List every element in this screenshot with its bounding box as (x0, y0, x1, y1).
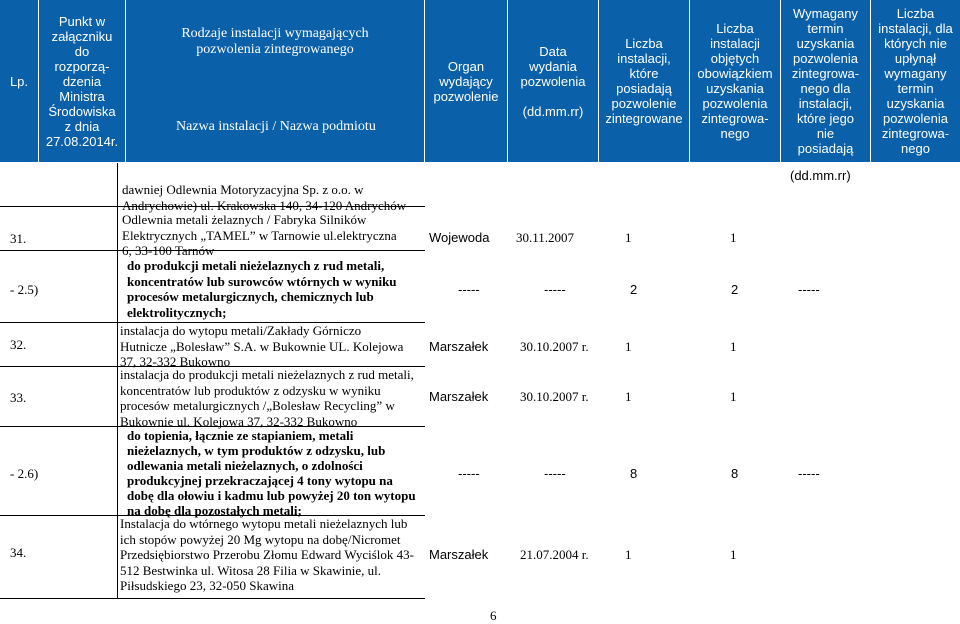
cat26-d3: ----- (798, 466, 820, 481)
cat26-d1: ----- (458, 466, 480, 481)
cat25-d1: ----- (458, 282, 480, 297)
row33-name: instalacja do produkcji metali nieżelaznych z rud metali, koncentratów lub produktów z odzysku w wyniku procesów metalurgicznych /„Bolesław Recycling” w Bukownie ul. Kolejowa 37, 32-332 Bukowno (120, 367, 414, 429)
row33-date: 30.10.2007 r. (520, 389, 589, 404)
cat25-n2: 2 (731, 282, 739, 297)
row34-n2: 1 (730, 547, 737, 562)
page-number: 6 (490, 608, 497, 623)
row34-n1: 1 (625, 547, 632, 562)
row31-date: 30.11.2007 (516, 230, 575, 245)
row31-n1: 1 (625, 230, 632, 245)
row32-n1: 1 (625, 339, 632, 354)
header-liczba-instalacji: Liczba instalacji, które posiadają pozwolenie zintegrowane (599, 0, 689, 162)
cat25-lp: - 2.5) (10, 282, 39, 297)
row34-date: 21.07.2004 r. (520, 547, 589, 562)
header-punkt: Punkt w załączniku do rozporzą- dzenia Ministra Środowiska z dnia 27.08.2014r. (39, 0, 125, 162)
cat26-lp: - 2.6) (10, 466, 39, 481)
row33-lp: 33. (10, 390, 27, 405)
row32-n2: 1 (730, 339, 737, 354)
header-organ: Organ wydający pozwolenie (425, 0, 507, 162)
wymagany-unit: (dd.mm.rr) (790, 168, 851, 183)
cat25-name: do produkcji metali nieżelaznych z rud metali, koncentratów lub surowców wtórnych w wyniku procesów metalurgicznych, chemicznych lub elektrolitycznych; (127, 258, 397, 320)
header-data-wydania: Data wydania pozwolenia (dd.mm.rr) (508, 0, 598, 162)
header-nazwa: Nazwa instalacji / Nazwa podmiotu (176, 119, 376, 134)
cat26-name: do topienia, łącznie ze stapianiem, metali nieżelaznych, w tym produktów z odzysku, lub odlewania metali nieżelaznych, o zdolności produkcyjnej przekraczającej 4 tony wytopu na dobę dla ołowiu i kadmu lub powyżej 20 ton wytopu na dobę dla pozostałych metali; (127, 428, 416, 518)
cat26-d2: ----- (544, 466, 566, 481)
header-liczba-objetych: Liczba instalacji objętych obowiązkiem uzyskania pozwolenia zintegrowa- nego (690, 0, 780, 162)
row32-date: 30.10.2007 r. (520, 339, 589, 354)
cat25-d3: ----- (798, 282, 820, 297)
header-wymagany-termin: Wymagany termin uzyskania pozwolenia zintegrowa- nego dla instalacji, które jego nie posiadają (781, 0, 870, 162)
row31-organ: Wojewoda (429, 230, 490, 245)
row34-name: Instalacja do wtórnego wytopu metali nieżelaznych lub ich stopów powyżej 20 Mg wytopu na dobę/Nicromet Przedsiębiorstwo Przerobu Złomu Edward Wyciślok 43- 512 Bestwinka ul. Witosa 28 Filia w Skawinie, ul. Piłsudskiego 23, 32-050 Skawina (120, 516, 414, 593)
row31-n2: 1 (730, 230, 737, 245)
row32-name: instalacja do wytopu metali/Zakłady Górniczo Hutnicze „Bolesław” S.A. w Bukownie UL. Kolejowa 37, 32-332 Bukowno (120, 323, 404, 369)
row32-lp: 32. (10, 337, 27, 352)
header-rodzaje: Rodzaje instalacji wymagających pozwolenia zintegrowanego (126, 0, 424, 162)
row31-lp: 31. (10, 231, 27, 246)
row34-organ: Marszałek (429, 547, 489, 562)
header-lp: Lp. (0, 0, 38, 162)
cat25-n1: 2 (630, 282, 638, 297)
cat25-d2: ----- (544, 282, 566, 297)
row33-n2: 1 (730, 389, 737, 404)
row33-organ: Marszałek (429, 389, 489, 404)
row0-name: dawniej Odlewnia Motoryzacyjna Sp. z o.o. w Andrychowie) ul. Krakowska 140, 34-120 Andrychów (122, 182, 407, 213)
cat26-n2: 8 (731, 466, 739, 481)
table-header (0, 0, 960, 163)
row31-name: Odlewnia metali żelaznych / Fabryka Silników Elektrycznych „TAMEL” w Tarnowie ul.elektryczna 6, 33-100 Tarnów (122, 212, 397, 258)
header-liczba-uplynal: Liczba instalacji, dla których nie upłynął wymagany termin uzyskania pozwolenia zintegrowa- nego (871, 0, 960, 162)
cat26-n1: 8 (630, 466, 638, 481)
row34-lp: 34. (10, 545, 27, 560)
row32-organ: Marszałek (429, 339, 489, 354)
row33-n1: 1 (625, 389, 632, 404)
